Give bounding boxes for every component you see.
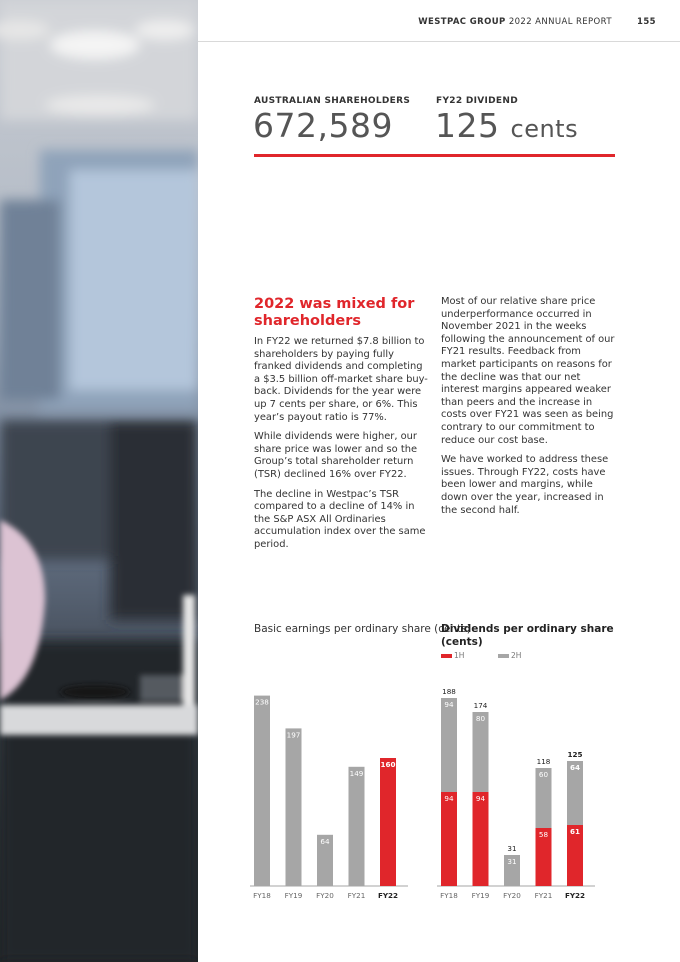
- x-tick-label: FY21: [347, 891, 366, 900]
- x-tick-label: FY22: [377, 891, 399, 900]
- stat-label-shareholders: AUSTRALIAN SHAREHOLDERS: [254, 96, 411, 106]
- x-tick-label: FY21: [534, 891, 553, 900]
- legend-swatch-1h: [441, 654, 452, 658]
- bar-value-label: 58: [538, 830, 549, 839]
- eps-bar-chart: [250, 676, 410, 906]
- bar-value-label: 61: [569, 827, 581, 836]
- bar-value-label: 94: [475, 794, 486, 803]
- bar-value-label: 197: [286, 730, 301, 740]
- stat-number: 672,589: [253, 106, 393, 145]
- paragraph: The decline in Westpac’s TSR compared to a decline of 14% in the S&P ASX All Ordinaries accumulation index over the same period.: [254, 488, 426, 550]
- bar-value-label: 238: [255, 697, 269, 707]
- eps-chart-title: Basic earnings per ordinary share (cents): [254, 623, 471, 635]
- bar-1h-fy19: [473, 792, 489, 886]
- bar-1h-fy18: [441, 792, 457, 886]
- stat-value-shareholders: [253, 106, 393, 145]
- legend-item-2h: [498, 651, 521, 660]
- paragraph: While dividends were higher, our share price was lower and so the Group’s total shareholder return (TSR) declined 16% over FY22.: [254, 431, 418, 480]
- x-tick-label: FY22: [564, 891, 586, 900]
- header-brand: WESTPAC GROUP: [418, 17, 506, 27]
- stat-label-dividend: FY22 DIVIDEND: [436, 96, 518, 106]
- article-column-left: [254, 296, 428, 559]
- bar-value-label: 64: [569, 763, 581, 772]
- article-column-right: [441, 296, 615, 524]
- bar-value-label: 60: [538, 770, 549, 779]
- paragraph: In FY22 we returned $7.8 billion to shareholders by paying fully franked dividends and completing a $3.5 billion off-market share buy-back. Dividends for the year were up 7 cents per share, or 6%. This year’s payout ratio is 77%.: [254, 336, 428, 423]
- paragraph: We have worked to address these issues. Through FY22, costs have been lower and margins, while down over the year, increased in the second half.: [441, 454, 609, 516]
- bar-fy18: [254, 696, 270, 886]
- bar-total-label: 31: [507, 844, 517, 853]
- bar-value-label: 160: [380, 760, 396, 769]
- stat-value-dividend: [435, 106, 578, 145]
- legend-label: 2H: [511, 651, 522, 660]
- running-header: [418, 17, 656, 27]
- x-tick-label: FY19: [284, 891, 303, 900]
- bar-2h-fy18: [441, 698, 457, 792]
- bar-2h-fy19: [473, 712, 489, 792]
- bar-total-label: 118: [536, 757, 551, 766]
- bar-value-label: 64: [320, 836, 330, 846]
- bar-value-label: 80: [475, 714, 486, 723]
- x-tick-label: FY18: [253, 891, 271, 900]
- bar-value-label: 94: [444, 700, 454, 709]
- legend-swatch-2h: [498, 654, 509, 658]
- bar-value-label: 149: [349, 768, 364, 778]
- x-tick-label: FY20: [503, 891, 521, 900]
- bar-fy19: [286, 728, 302, 886]
- legend-item-1h: [441, 651, 464, 660]
- x-tick-label: FY19: [471, 891, 490, 900]
- legend-label: 1H: [454, 651, 465, 660]
- accent-rule: [254, 154, 615, 157]
- header-divider: [198, 41, 680, 42]
- bar-fy21: [349, 767, 365, 886]
- office-photo-illustration: [0, 0, 198, 962]
- dps-chart-title: Dividends per ordinary share (cents): [441, 623, 614, 648]
- x-tick-label: FY18: [440, 891, 458, 900]
- x-tick-label: FY20: [316, 891, 334, 900]
- article-heading: 2022 was mixed for shareholders: [254, 296, 415, 329]
- page-number: 155: [637, 17, 656, 27]
- bar-fy22: [380, 758, 396, 886]
- bar-total-label: 174: [473, 701, 488, 710]
- paragraph: Most of our relative share price underperformance occurred in November 2021 in the weeks following the announcement of our FY21 results. Feedback from market participants on reasons for the decline was that our net interest margins appeared weaker than peers and the increase in costs over FY21 was seen as being contrary to our commitment to reduce our cost base.: [441, 296, 615, 446]
- stat-number: 125: [435, 106, 500, 145]
- bar-total-label: 125: [567, 750, 583, 759]
- bar-value-label: 94: [444, 794, 454, 803]
- stat-unit: cents: [510, 115, 579, 143]
- office-photo: [0, 0, 198, 962]
- header-report: 2022 ANNUAL REPORT: [508, 17, 612, 27]
- bar-value-label: 31: [507, 857, 517, 866]
- dps-stacked-bar-chart: [437, 676, 597, 906]
- bar-total-label: 188: [442, 687, 456, 696]
